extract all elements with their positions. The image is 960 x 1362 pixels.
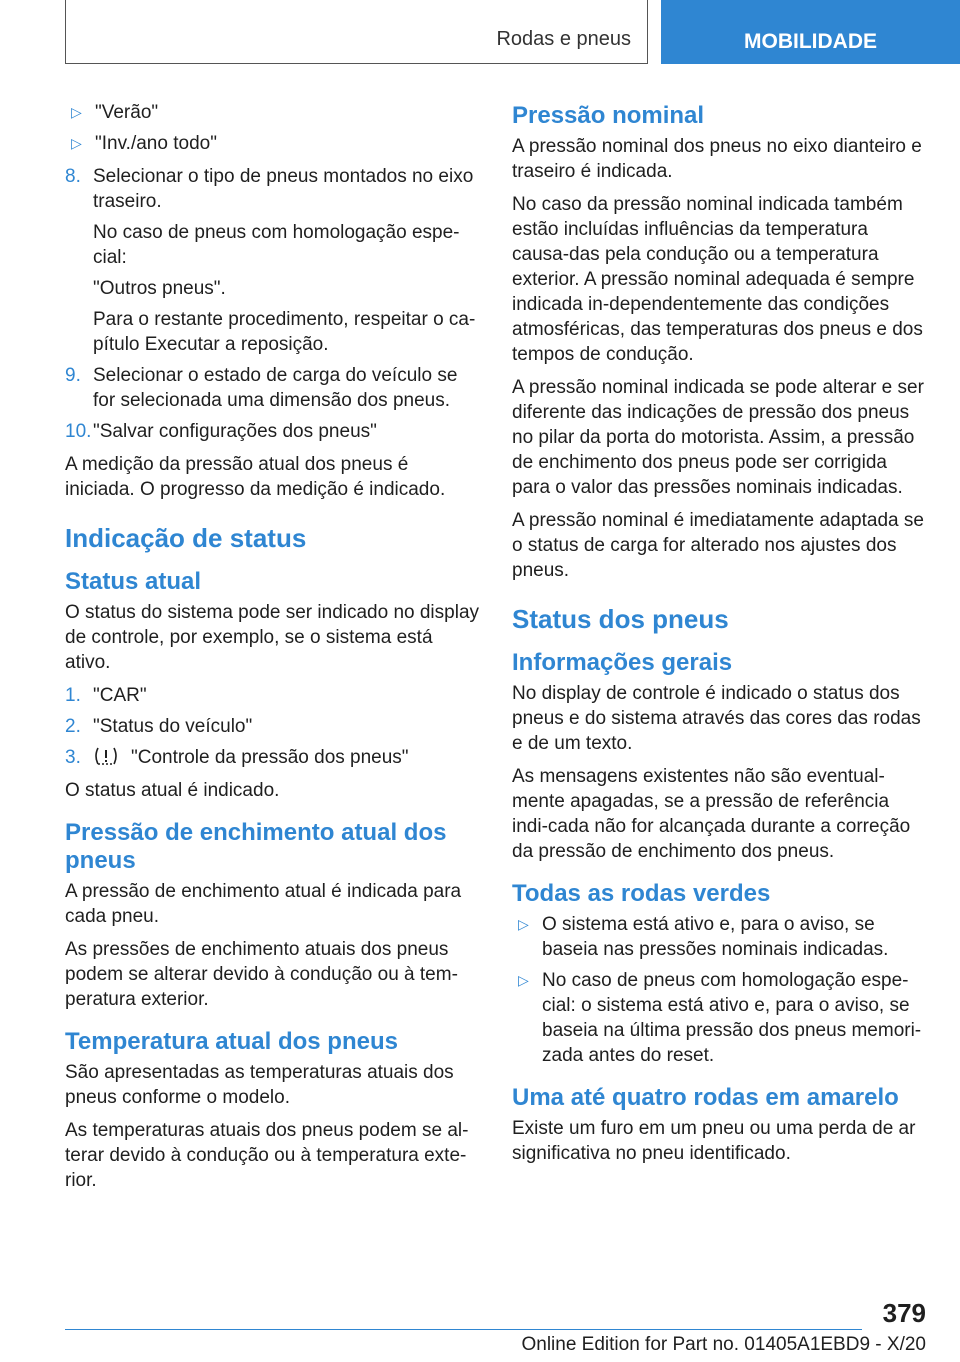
subsection-heading: Pressão nominal [512,102,705,129]
paragraph: O status do sistema pode ser indicado no display de controle, por exemplo, se o sistema está ativo. [65,602,480,673]
triangle-bullet-icon: ▷ [71,104,82,120]
step-number: 3. [65,747,81,768]
paragraph: No caso da pressão nominal indicada também estão incluídas influências da temperatura causa-das pela condução ou a temperatura exterior. A pressão nominal adequada é sempre indicada in-dependentemente das condições atmosféricas, das temperaturas dos pneus e dos tempos de condução. [512,194,923,365]
triangle-bullet-icon: ▷ [518,916,529,932]
step-text: Selecionar o tipo de pneus montados no eixo traseiro. [93,166,474,212]
list-item: ▷ O sistema está ativo e, para o aviso, se baseia nas pressões nominais indicadas. [518,914,889,960]
paragraph: As temperaturas atuais dos pneus podem se al-terar devido à condução ou à temperatura exte-rior. [65,1120,469,1191]
header-box [65,0,648,64]
page-number: 379 [882,1298,926,1328]
paragraph: O status atual é indicado. [65,780,280,801]
paragraph: Existe um furo em um pneu ou uma perda de ar significativa no pneu identificado. [512,1118,916,1164]
step-list [65,164,480,444]
subsection-heading: Uma até quatro rodas em amarelo [512,1084,899,1111]
edition-footer: Online Edition for Part no. 01405A1EBD9 - X/20 [521,1334,926,1355]
triangle-bullet-icon: ▷ [518,972,529,988]
step-text: "Status do veículo" [93,716,253,737]
step-text: "Salvar configurações dos pneus" [93,421,377,442]
tire-pressure-warning-icon [93,746,119,766]
subsection-heading: Status atual [65,568,202,595]
section-heading: Indicação de status [65,523,307,553]
list-item: ▷ "Verão" [71,102,159,123]
subsection-heading: Todas as rodas verdes [512,880,771,907]
chapter-label: MOBILIDADE [744,30,877,53]
paragraph: A pressão nominal é imediatamente adaptada se o status de carga for alterado nos ajustes dos pneus. [512,510,924,581]
paragraph: As pressões de enchimento atuais dos pneus podem se alterar devido à condução ou à tem-peratura exterior. [65,939,458,1010]
paragraph: São apresentadas as temperaturas atuais dos pneus conforme o modelo. [65,1062,454,1108]
status-list [512,912,927,1068]
step-number: 8. [65,166,81,187]
step-subtext: "Outros pneus". [93,278,226,299]
step-subtext: No caso de pneus com homologação espe-cial: [93,222,460,268]
paragraph: No display de controle é indicado o status dos pneus e do sistema através das cores das rodas e de um texto. [512,683,921,754]
step-item [65,714,480,739]
left-column [65,100,480,1201]
paragraph: A pressão nominal indicada se pode alterar e ser diferente das indicações de pressão dos pneus no pilar da porta do motorista. Assim, a pressão de enchimento dos pneus pode ser corrigida para o valor das pressões nominais indicadas. [512,377,924,498]
step-item [65,419,480,444]
step-text: "Controle da pressão dos pneus" [131,747,409,768]
list-item: ▷ No caso de pneus com homologação espe-cial: o sistema está ativo e, para o aviso, se baseia na última pressão dos pneus memori-zada antes do reset. [518,970,922,1066]
subsection-heading: Temperatura atual dos pneus [65,1028,398,1055]
section-title: Rodas e pneus [496,28,631,50]
step-subtext: Para o restante procedimento, respeitar o ca-pítulo Executar a reposição. [93,309,476,355]
paragraph: A pressão nominal dos pneus no eixo dianteiro e traseiro é indicada. [512,136,922,182]
step-number: 2. [65,716,81,737]
subsection-heading: Pressão de enchimento atual dos pneus [65,819,447,874]
footer-divider [65,1329,862,1330]
step-item [65,745,480,770]
step-number: 10. [65,421,92,442]
option-list [65,100,480,156]
subsection-heading: Informações gerais [512,649,733,676]
step-text: "CAR" [93,685,147,706]
triangle-bullet-icon: ▷ [71,135,82,151]
step-number: 9. [65,365,81,386]
menu-path-list [65,683,480,770]
paragraph: As mensagens existentes não são eventual-mente apagadas, se a pressão de referência indi-cada não for alcançada durante a correção da pressão de enchimento dos pneus. [512,766,911,862]
step-item [65,363,480,413]
chapter-tab[interactable] [661,0,960,64]
section-heading: Status dos pneus [512,604,729,634]
step-item [65,164,480,357]
step-text: Selecionar o estado de carga do veículo se for selecionada uma dimensão dos pneus. [93,365,458,411]
paragraph: A medição da pressão atual dos pneus é iniciada. O progresso da medição é indicado. [65,454,446,500]
right-column [512,100,927,1174]
step-item [65,683,480,708]
list-item: ▷ "Inv./ano todo" [71,133,217,154]
step-number: 1. [65,685,81,706]
paragraph: A pressão de enchimento atual é indicada para cada pneu. [65,881,462,927]
